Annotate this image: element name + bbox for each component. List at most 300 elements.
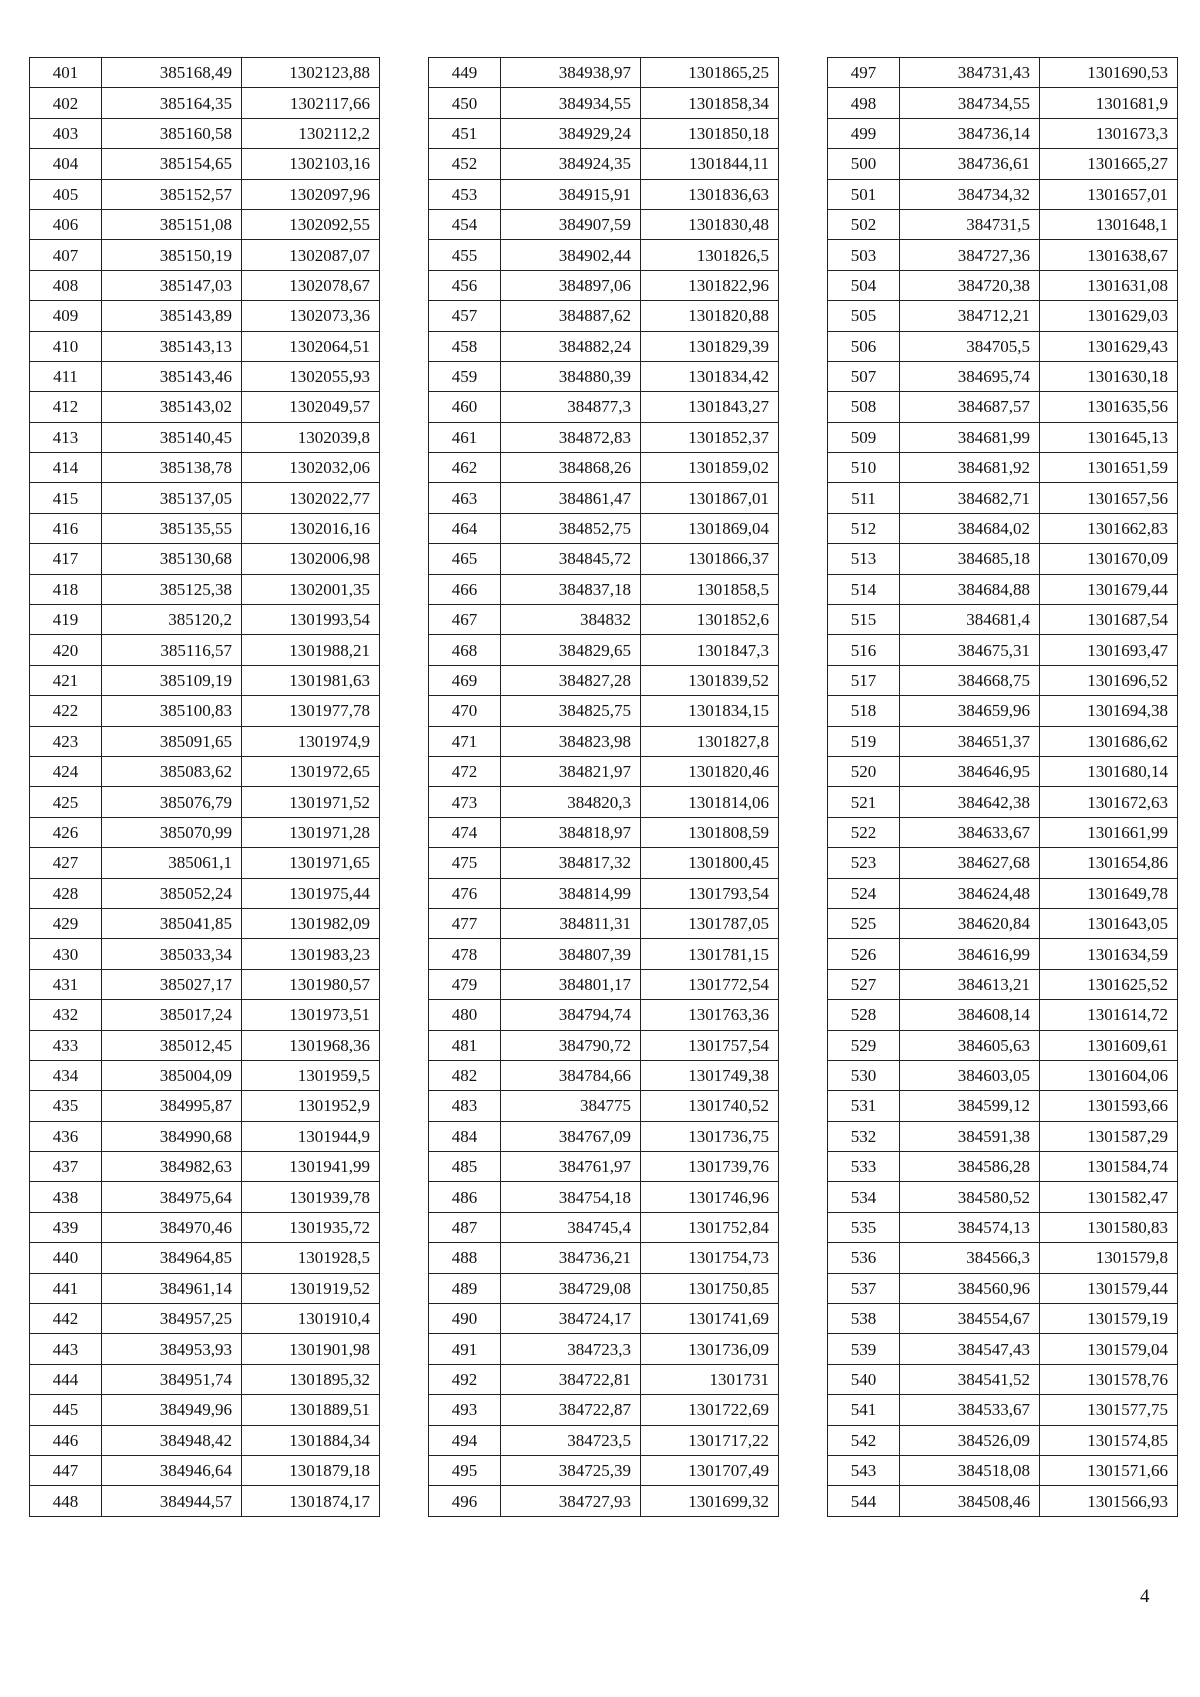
y-coordinate-cell: 1301981,63 — [242, 665, 380, 695]
x-coordinate-cell: 384724,17 — [501, 1304, 641, 1334]
x-coordinate-cell: 384861,47 — [501, 483, 641, 513]
y-coordinate-cell: 1301822,96 — [641, 270, 779, 300]
table-row — [429, 787, 779, 817]
y-coordinate-cell: 1302087,07 — [242, 240, 380, 270]
point-number-cell: 537 — [828, 1273, 900, 1303]
y-coordinate-cell: 1301571,66 — [1040, 1455, 1178, 1485]
table-row — [828, 1425, 1178, 1455]
point-number-cell: 508 — [828, 392, 900, 422]
point-number-cell: 474 — [429, 817, 501, 847]
x-coordinate-cell: 385116,57 — [102, 635, 242, 665]
x-coordinate-cell: 385100,83 — [102, 696, 242, 726]
y-coordinate-cell: 1301944,9 — [242, 1121, 380, 1151]
x-coordinate-cell: 384586,28 — [900, 1152, 1040, 1182]
y-coordinate-cell: 1301858,34 — [641, 88, 779, 118]
table-row — [828, 88, 1178, 118]
point-number-cell: 422 — [30, 696, 102, 726]
x-coordinate-cell: 384681,92 — [900, 453, 1040, 483]
x-coordinate-cell: 385138,78 — [102, 453, 242, 483]
y-coordinate-cell: 1301707,49 — [641, 1455, 779, 1485]
table-row — [828, 756, 1178, 786]
table-row — [828, 605, 1178, 635]
table-row — [828, 1304, 1178, 1334]
table-row — [828, 1060, 1178, 1090]
x-coordinate-cell: 384646,95 — [900, 756, 1040, 786]
y-coordinate-cell: 1302078,67 — [242, 270, 380, 300]
point-number-cell: 413 — [30, 422, 102, 452]
y-coordinate-cell: 1301787,05 — [641, 908, 779, 938]
x-coordinate-cell: 384560,96 — [900, 1273, 1040, 1303]
point-number-cell: 529 — [828, 1030, 900, 1060]
x-coordinate-cell: 384990,68 — [102, 1121, 242, 1151]
table-row — [429, 392, 779, 422]
point-number-cell: 488 — [429, 1243, 501, 1273]
y-coordinate-cell: 1302022,77 — [242, 483, 380, 513]
x-coordinate-cell: 385164,35 — [102, 88, 242, 118]
table-row — [429, 726, 779, 756]
y-coordinate-cell: 1301661,99 — [1040, 817, 1178, 847]
table-row — [30, 848, 380, 878]
x-coordinate-cell: 384821,97 — [501, 756, 641, 786]
point-number-cell: 525 — [828, 908, 900, 938]
point-number-cell: 475 — [429, 848, 501, 878]
point-number-cell: 464 — [429, 513, 501, 543]
point-number-cell: 431 — [30, 969, 102, 999]
y-coordinate-cell: 1301829,39 — [641, 331, 779, 361]
x-coordinate-cell: 384722,81 — [501, 1364, 641, 1394]
point-number-cell: 436 — [30, 1121, 102, 1151]
point-number-cell: 531 — [828, 1091, 900, 1121]
table-row — [429, 88, 779, 118]
table-row — [30, 1425, 380, 1455]
x-coordinate-cell: 384642,38 — [900, 787, 1040, 817]
x-coordinate-cell: 384681,99 — [900, 422, 1040, 452]
table-row — [828, 1243, 1178, 1273]
x-coordinate-cell: 385061,1 — [102, 848, 242, 878]
x-coordinate-cell: 384736,21 — [501, 1243, 641, 1273]
y-coordinate-cell: 1301699,32 — [641, 1486, 779, 1516]
table-row — [828, 513, 1178, 543]
y-coordinate-cell: 1301935,72 — [242, 1212, 380, 1242]
table-row — [30, 696, 380, 726]
table-row — [828, 240, 1178, 270]
point-number-cell: 439 — [30, 1212, 102, 1242]
point-number-cell: 423 — [30, 726, 102, 756]
table-row — [30, 878, 380, 908]
y-coordinate-cell: 1301874,17 — [242, 1486, 380, 1516]
point-number-cell: 409 — [30, 301, 102, 331]
y-coordinate-cell: 1301993,54 — [242, 605, 380, 635]
point-number-cell: 520 — [828, 756, 900, 786]
table-row — [30, 1304, 380, 1334]
x-coordinate-cell: 384620,84 — [900, 908, 1040, 938]
point-number-cell: 499 — [828, 118, 900, 148]
point-number-cell: 471 — [429, 726, 501, 756]
y-coordinate-cell: 1302049,57 — [242, 392, 380, 422]
table-row — [30, 513, 380, 543]
table-row — [30, 1000, 380, 1030]
y-coordinate-cell: 1301686,62 — [1040, 726, 1178, 756]
y-coordinate-cell: 1301919,52 — [242, 1273, 380, 1303]
y-coordinate-cell: 1301731 — [641, 1364, 779, 1394]
point-number-cell: 447 — [30, 1455, 102, 1485]
table-row — [828, 422, 1178, 452]
table-row — [828, 1091, 1178, 1121]
x-coordinate-cell: 384591,38 — [900, 1121, 1040, 1151]
y-coordinate-cell: 1301717,22 — [641, 1425, 779, 1455]
point-number-cell: 532 — [828, 1121, 900, 1151]
table-row — [429, 1000, 779, 1030]
table-row — [828, 1182, 1178, 1212]
y-coordinate-cell: 1301579,04 — [1040, 1334, 1178, 1364]
point-number-cell: 444 — [30, 1364, 102, 1394]
x-coordinate-cell: 384902,44 — [501, 240, 641, 270]
table-row — [429, 1425, 779, 1455]
x-coordinate-cell: 384727,93 — [501, 1486, 641, 1516]
y-coordinate-cell: 1301579,8 — [1040, 1243, 1178, 1273]
y-coordinate-cell: 1301654,86 — [1040, 848, 1178, 878]
point-number-cell: 517 — [828, 665, 900, 695]
x-coordinate-cell: 384961,14 — [102, 1273, 242, 1303]
x-coordinate-cell: 385160,58 — [102, 118, 242, 148]
table-row — [429, 1243, 779, 1273]
table-row — [429, 544, 779, 574]
y-coordinate-cell: 1301973,51 — [242, 1000, 380, 1030]
point-number-cell: 514 — [828, 574, 900, 604]
point-number-cell: 432 — [30, 1000, 102, 1030]
y-coordinate-cell: 1301687,54 — [1040, 605, 1178, 635]
y-coordinate-cell: 1301649,78 — [1040, 878, 1178, 908]
point-number-cell: 443 — [30, 1334, 102, 1364]
point-number-cell: 507 — [828, 361, 900, 391]
table-row — [30, 209, 380, 239]
y-coordinate-cell: 1301662,83 — [1040, 513, 1178, 543]
x-coordinate-cell: 384727,36 — [900, 240, 1040, 270]
point-number-cell: 521 — [828, 787, 900, 817]
x-coordinate-cell: 384982,63 — [102, 1152, 242, 1182]
x-coordinate-cell: 384823,98 — [501, 726, 641, 756]
table-row — [30, 908, 380, 938]
x-coordinate-cell: 385070,99 — [102, 817, 242, 847]
table-row — [429, 331, 779, 361]
y-coordinate-cell: 1301971,52 — [242, 787, 380, 817]
table-row — [828, 1364, 1178, 1394]
y-coordinate-cell: 1301736,75 — [641, 1121, 779, 1151]
table-row — [429, 1334, 779, 1364]
x-coordinate-cell: 384734,32 — [900, 179, 1040, 209]
table-row — [30, 240, 380, 270]
y-coordinate-cell: 1302032,06 — [242, 453, 380, 483]
point-number-cell: 543 — [828, 1455, 900, 1485]
table-row — [429, 361, 779, 391]
x-coordinate-cell: 385143,46 — [102, 361, 242, 391]
y-coordinate-cell: 1301808,59 — [641, 817, 779, 847]
x-coordinate-cell: 384964,85 — [102, 1243, 242, 1273]
point-number-cell: 438 — [30, 1182, 102, 1212]
x-coordinate-cell: 384736,61 — [900, 149, 1040, 179]
y-coordinate-cell: 1301879,18 — [242, 1455, 380, 1485]
x-coordinate-cell: 384729,08 — [501, 1273, 641, 1303]
table-row — [30, 149, 380, 179]
table-row — [30, 1060, 380, 1090]
point-number-cell: 426 — [30, 817, 102, 847]
x-coordinate-cell: 385143,13 — [102, 331, 242, 361]
x-coordinate-cell: 384784,66 — [501, 1060, 641, 1090]
y-coordinate-cell: 1302123,88 — [242, 58, 380, 88]
y-coordinate-cell: 1301593,66 — [1040, 1091, 1178, 1121]
point-number-cell: 455 — [429, 240, 501, 270]
x-coordinate-cell: 384775 — [501, 1091, 641, 1121]
point-number-cell: 452 — [429, 149, 501, 179]
y-coordinate-cell: 1301681,9 — [1040, 88, 1178, 118]
table-row — [30, 665, 380, 695]
table-row — [828, 908, 1178, 938]
y-coordinate-cell: 1301587,29 — [1040, 1121, 1178, 1151]
y-coordinate-cell: 1301614,72 — [1040, 1000, 1178, 1030]
x-coordinate-cell: 384929,24 — [501, 118, 641, 148]
point-number-cell: 410 — [30, 331, 102, 361]
table-row — [828, 878, 1178, 908]
y-coordinate-cell: 1301827,8 — [641, 726, 779, 756]
table-row — [429, 209, 779, 239]
x-coordinate-cell: 384827,28 — [501, 665, 641, 695]
point-number-cell: 403 — [30, 118, 102, 148]
table-row — [429, 878, 779, 908]
table-row — [828, 1455, 1178, 1485]
y-coordinate-cell: 1301910,4 — [242, 1304, 380, 1334]
y-coordinate-cell: 1301630,18 — [1040, 361, 1178, 391]
table-row — [30, 544, 380, 574]
x-coordinate-cell: 384722,87 — [501, 1395, 641, 1425]
y-coordinate-cell: 1302092,55 — [242, 209, 380, 239]
x-coordinate-cell: 384934,55 — [501, 88, 641, 118]
x-coordinate-cell: 384684,02 — [900, 513, 1040, 543]
table-row — [429, 1486, 779, 1516]
x-coordinate-cell: 385168,49 — [102, 58, 242, 88]
table-row — [828, 848, 1178, 878]
point-number-cell: 437 — [30, 1152, 102, 1182]
y-coordinate-cell: 1301939,78 — [242, 1182, 380, 1212]
table-row — [30, 635, 380, 665]
x-coordinate-cell: 385151,08 — [102, 209, 242, 239]
x-coordinate-cell: 384817,32 — [501, 848, 641, 878]
point-number-cell: 491 — [429, 1334, 501, 1364]
point-number-cell: 503 — [828, 240, 900, 270]
x-coordinate-cell: 384624,48 — [900, 878, 1040, 908]
y-coordinate-cell: 1301670,09 — [1040, 544, 1178, 574]
point-number-cell: 501 — [828, 179, 900, 209]
x-coordinate-cell: 384907,59 — [501, 209, 641, 239]
table-row — [30, 726, 380, 756]
x-coordinate-cell: 384845,72 — [501, 544, 641, 574]
y-coordinate-cell: 1301736,09 — [641, 1334, 779, 1364]
x-coordinate-cell: 384832 — [501, 605, 641, 635]
point-number-cell: 456 — [429, 270, 501, 300]
point-number-cell: 482 — [429, 1060, 501, 1090]
table-row — [30, 331, 380, 361]
x-coordinate-cell: 384953,93 — [102, 1334, 242, 1364]
y-coordinate-cell: 1301772,54 — [641, 969, 779, 999]
x-coordinate-cell: 384736,14 — [900, 118, 1040, 148]
table-row — [828, 58, 1178, 88]
x-coordinate-cell: 384944,57 — [102, 1486, 242, 1516]
x-coordinate-cell: 384508,46 — [900, 1486, 1040, 1516]
table-row — [828, 1486, 1178, 1516]
x-coordinate-cell: 384731,5 — [900, 209, 1040, 239]
table-row — [429, 1455, 779, 1485]
y-coordinate-cell: 1301579,44 — [1040, 1273, 1178, 1303]
table-row — [30, 1212, 380, 1242]
y-coordinate-cell: 1301584,74 — [1040, 1152, 1178, 1182]
y-coordinate-cell: 1301763,36 — [641, 1000, 779, 1030]
table-row — [828, 118, 1178, 148]
y-coordinate-cell: 1302103,16 — [242, 149, 380, 179]
table-row — [429, 1395, 779, 1425]
x-coordinate-cell: 384541,52 — [900, 1364, 1040, 1394]
table-row — [30, 392, 380, 422]
x-coordinate-cell: 385130,68 — [102, 544, 242, 574]
x-coordinate-cell: 384668,75 — [900, 665, 1040, 695]
table-row — [30, 1091, 380, 1121]
x-coordinate-cell: 384684,88 — [900, 574, 1040, 604]
y-coordinate-cell: 1301657,01 — [1040, 179, 1178, 209]
point-number-cell: 419 — [30, 605, 102, 635]
table-row — [30, 1152, 380, 1182]
x-coordinate-cell: 384526,09 — [900, 1425, 1040, 1455]
table-row — [429, 1060, 779, 1090]
point-number-cell: 540 — [828, 1364, 900, 1394]
point-number-cell: 485 — [429, 1152, 501, 1182]
y-coordinate-cell: 1301820,46 — [641, 756, 779, 786]
table-row — [429, 422, 779, 452]
point-number-cell: 497 — [828, 58, 900, 88]
point-number-cell: 428 — [30, 878, 102, 908]
x-coordinate-cell: 385027,17 — [102, 969, 242, 999]
x-coordinate-cell: 384948,42 — [102, 1425, 242, 1455]
table-row — [429, 969, 779, 999]
table-row — [429, 483, 779, 513]
table-row — [828, 1395, 1178, 1425]
x-coordinate-cell: 385150,19 — [102, 240, 242, 270]
point-number-cell: 544 — [828, 1486, 900, 1516]
point-number-cell: 478 — [429, 939, 501, 969]
table-row — [828, 635, 1178, 665]
table-row — [828, 696, 1178, 726]
point-number-cell: 416 — [30, 513, 102, 543]
x-coordinate-cell: 384880,39 — [501, 361, 641, 391]
point-number-cell: 467 — [429, 605, 501, 635]
y-coordinate-cell: 1301928,5 — [242, 1243, 380, 1273]
point-number-cell: 421 — [30, 665, 102, 695]
table-row — [30, 453, 380, 483]
y-coordinate-cell: 1301625,52 — [1040, 969, 1178, 999]
point-number-cell: 445 — [30, 1395, 102, 1425]
table-row — [30, 270, 380, 300]
point-number-cell: 524 — [828, 878, 900, 908]
table-row — [828, 392, 1178, 422]
y-coordinate-cell: 1301983,23 — [242, 939, 380, 969]
x-coordinate-cell: 384705,5 — [900, 331, 1040, 361]
x-coordinate-cell: 385154,65 — [102, 149, 242, 179]
table-row — [429, 817, 779, 847]
point-number-cell: 412 — [30, 392, 102, 422]
point-number-cell: 435 — [30, 1091, 102, 1121]
table-row — [429, 848, 779, 878]
coordinates-table-3 — [827, 57, 1178, 1517]
x-coordinate-cell: 384837,18 — [501, 574, 641, 604]
x-coordinate-cell: 385052,24 — [102, 878, 242, 908]
table-row — [30, 361, 380, 391]
y-coordinate-cell: 1301836,63 — [641, 179, 779, 209]
x-coordinate-cell: 385004,09 — [102, 1060, 242, 1090]
point-number-cell: 483 — [429, 1091, 501, 1121]
point-number-cell: 515 — [828, 605, 900, 635]
point-number-cell: 476 — [429, 878, 501, 908]
y-coordinate-cell: 1301850,18 — [641, 118, 779, 148]
y-coordinate-cell: 1301971,65 — [242, 848, 380, 878]
y-coordinate-cell: 1301889,51 — [242, 1395, 380, 1425]
table-row — [828, 209, 1178, 239]
point-number-cell: 442 — [30, 1304, 102, 1334]
table-row — [30, 1273, 380, 1303]
table-row — [828, 179, 1178, 209]
point-number-cell: 506 — [828, 331, 900, 361]
x-coordinate-cell: 385140,45 — [102, 422, 242, 452]
point-number-cell: 512 — [828, 513, 900, 543]
x-coordinate-cell: 384608,14 — [900, 1000, 1040, 1030]
point-number-cell: 441 — [30, 1273, 102, 1303]
y-coordinate-cell: 1301972,65 — [242, 756, 380, 786]
y-coordinate-cell: 1301814,06 — [641, 787, 779, 817]
y-coordinate-cell: 1301839,52 — [641, 665, 779, 695]
y-coordinate-cell: 1301843,27 — [641, 392, 779, 422]
table-row — [30, 1182, 380, 1212]
y-coordinate-cell: 1301884,34 — [242, 1425, 380, 1455]
table-row — [828, 483, 1178, 513]
x-coordinate-cell: 385083,62 — [102, 756, 242, 786]
y-coordinate-cell: 1301638,67 — [1040, 240, 1178, 270]
x-coordinate-cell: 384681,4 — [900, 605, 1040, 635]
table-row — [30, 1486, 380, 1516]
x-coordinate-cell: 384734,55 — [900, 88, 1040, 118]
point-number-cell: 458 — [429, 331, 501, 361]
table-row — [429, 1273, 779, 1303]
table-row — [429, 1152, 779, 1182]
point-number-cell: 472 — [429, 756, 501, 786]
table-row — [30, 58, 380, 88]
y-coordinate-cell: 1301579,19 — [1040, 1304, 1178, 1334]
y-coordinate-cell: 1301631,08 — [1040, 270, 1178, 300]
point-number-cell: 489 — [429, 1273, 501, 1303]
y-coordinate-cell: 1301693,47 — [1040, 635, 1178, 665]
point-number-cell: 539 — [828, 1334, 900, 1364]
y-coordinate-cell: 1301665,27 — [1040, 149, 1178, 179]
table-row — [30, 422, 380, 452]
y-coordinate-cell: 1301566,93 — [1040, 1486, 1178, 1516]
point-number-cell: 538 — [828, 1304, 900, 1334]
point-number-cell: 511 — [828, 483, 900, 513]
table-row — [30, 787, 380, 817]
point-number-cell: 504 — [828, 270, 900, 300]
point-number-cell: 408 — [30, 270, 102, 300]
y-coordinate-cell: 1301739,76 — [641, 1152, 779, 1182]
point-number-cell: 536 — [828, 1243, 900, 1273]
x-coordinate-cell: 384887,62 — [501, 301, 641, 331]
point-number-cell: 527 — [828, 969, 900, 999]
x-coordinate-cell: 384695,74 — [900, 361, 1040, 391]
point-number-cell: 411 — [30, 361, 102, 391]
y-coordinate-cell: 1301757,54 — [641, 1030, 779, 1060]
